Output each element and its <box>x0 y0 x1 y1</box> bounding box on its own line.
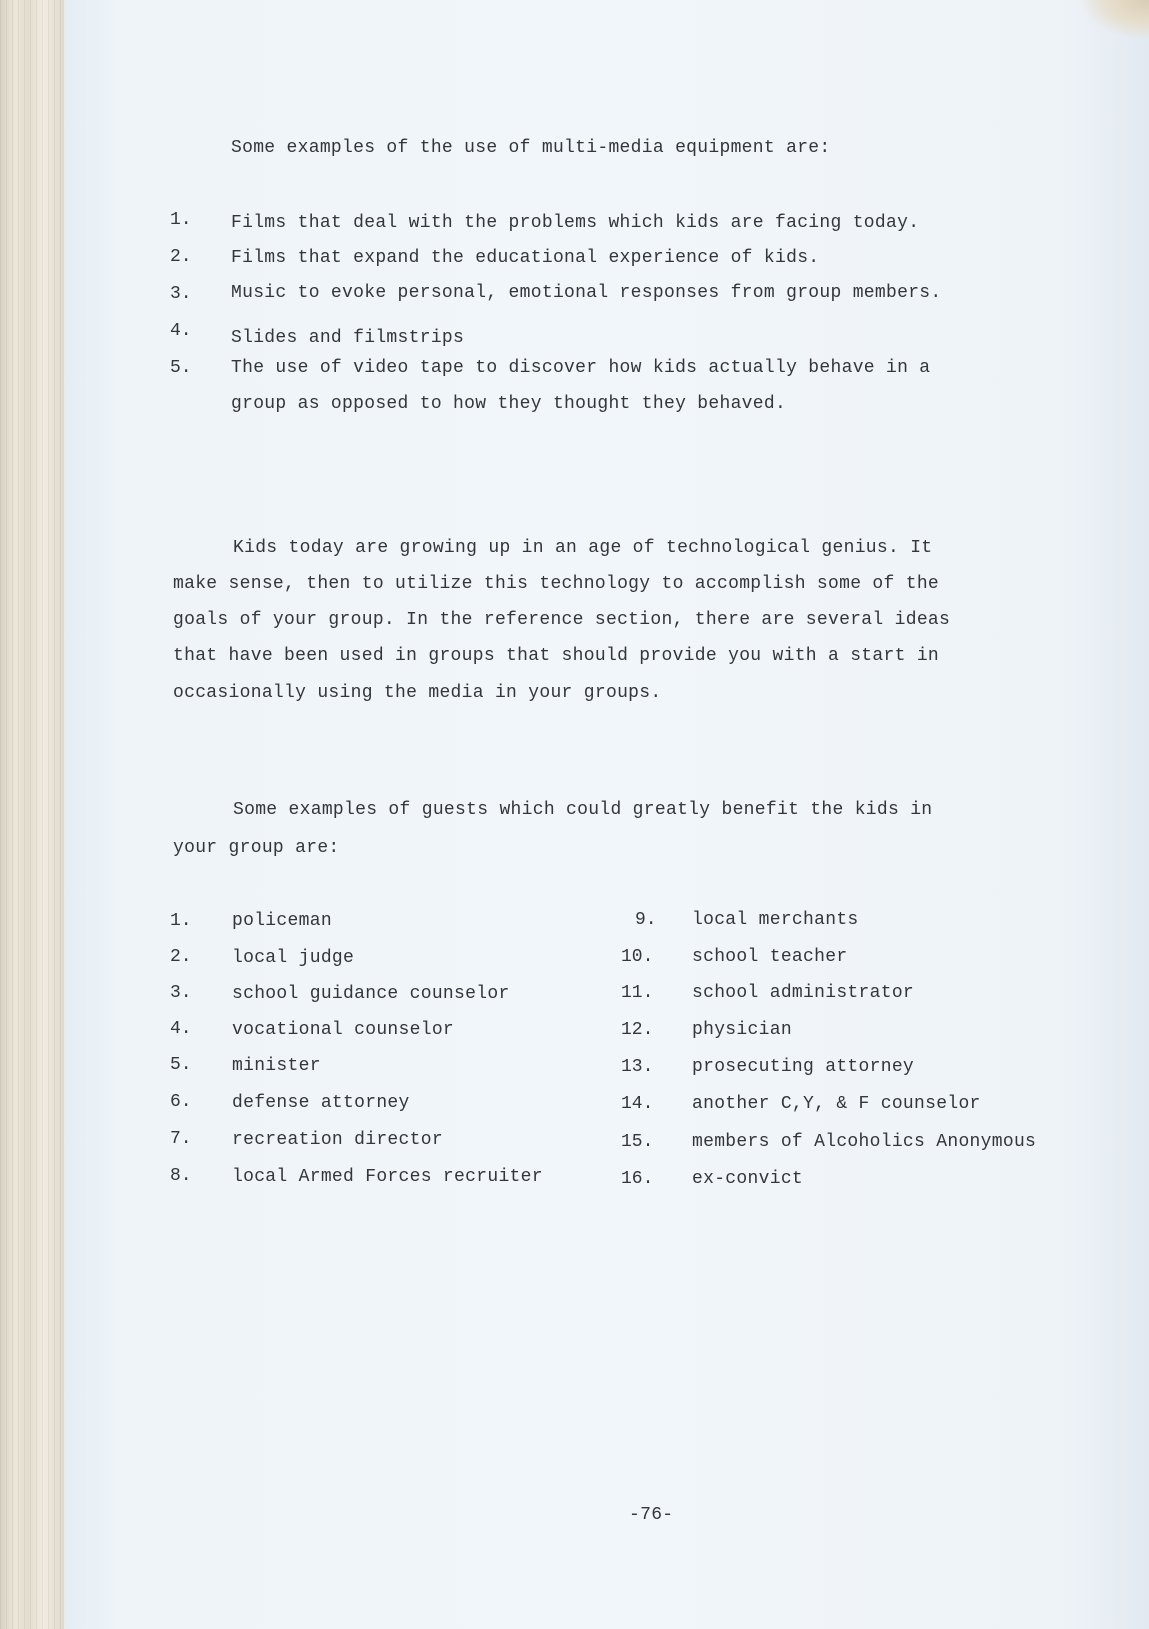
list-text: local Armed Forces recruiter <box>232 1167 543 1187</box>
list-text: ex-convict <box>692 1169 804 1189</box>
list-number: 12. <box>621 1020 654 1040</box>
list-text: minister <box>232 1056 321 1076</box>
list-number: 14. <box>621 1094 654 1114</box>
list-text: Films that expand the educational experience of kids. <box>231 248 820 268</box>
list-text: school teacher <box>692 947 848 967</box>
list-number: 7. <box>170 1129 192 1149</box>
list-text: school guidance counselor <box>232 984 510 1004</box>
paragraph-line: goals of your group. In the reference section, there are several ideas <box>173 610 951 630</box>
list-number: 9. <box>635 910 657 930</box>
list-text: prosecuting attorney <box>692 1057 915 1077</box>
list-number: 5. <box>170 358 192 378</box>
list-text: Slides and filmstrips <box>231 328 465 348</box>
list-text: The use of video tape to discover how kids actually behave in a <box>231 358 931 378</box>
list-number: 6. <box>170 1092 192 1112</box>
list-number: 16. <box>621 1169 654 1189</box>
paragraph-line: Some examples of guests which could greatly benefit the kids in <box>233 800 933 820</box>
list-number: 2. <box>170 947 192 967</box>
list-text: school administrator <box>692 983 915 1003</box>
list-number: 11. <box>621 983 654 1003</box>
list-number: 4. <box>170 321 192 341</box>
list-number: 3. <box>170 284 192 304</box>
document-page <box>64 0 1149 1629</box>
list-number: 1. <box>170 911 192 931</box>
paragraph-line: make sense, then to utilize this technology to accomplish some of the <box>173 574 940 594</box>
list-text: physician <box>692 1020 792 1040</box>
list-text: vocational counselor <box>232 1020 455 1040</box>
paragraph-line: that have been used in groups that should provide you with a start in <box>173 646 940 666</box>
paragraph-line: your group are: <box>173 838 340 858</box>
list-text: local merchants <box>692 910 859 930</box>
list-text: defense attorney <box>232 1093 410 1113</box>
list-number: 3. <box>170 983 192 1003</box>
list-text: policeman <box>232 911 332 931</box>
page-number: -76- <box>629 1505 674 1525</box>
list-number: 8. <box>170 1166 192 1186</box>
media-intro: Some examples of the use of multi-media equipment are: <box>231 138 831 158</box>
list-text: Films that deal with the problems which kids are facing today. <box>231 213 920 233</box>
list-number: 4. <box>170 1019 192 1039</box>
page-corner <box>1079 0 1149 40</box>
list-number: 2. <box>170 247 192 267</box>
list-text-continued: group as opposed to how they thought they behaved. <box>231 394 787 414</box>
list-number: 1. <box>170 210 192 230</box>
list-text: Music to evoke personal, emotional responses from group members. <box>231 283 942 303</box>
list-text: recreation director <box>232 1130 443 1150</box>
list-text: another C,Y, & F counselor <box>692 1094 981 1114</box>
list-number: 5. <box>170 1055 192 1075</box>
list-number: 13. <box>621 1057 654 1077</box>
list-text: members of Alcoholics Anonymous <box>692 1132 1037 1152</box>
list-number: 10. <box>621 947 654 967</box>
list-number: 15. <box>621 1132 654 1152</box>
paragraph-line: Kids today are growing up in an age of technological genius. It <box>233 538 933 558</box>
list-text: local judge <box>232 948 355 968</box>
paragraph-line: occasionally using the media in your groups. <box>173 683 662 703</box>
